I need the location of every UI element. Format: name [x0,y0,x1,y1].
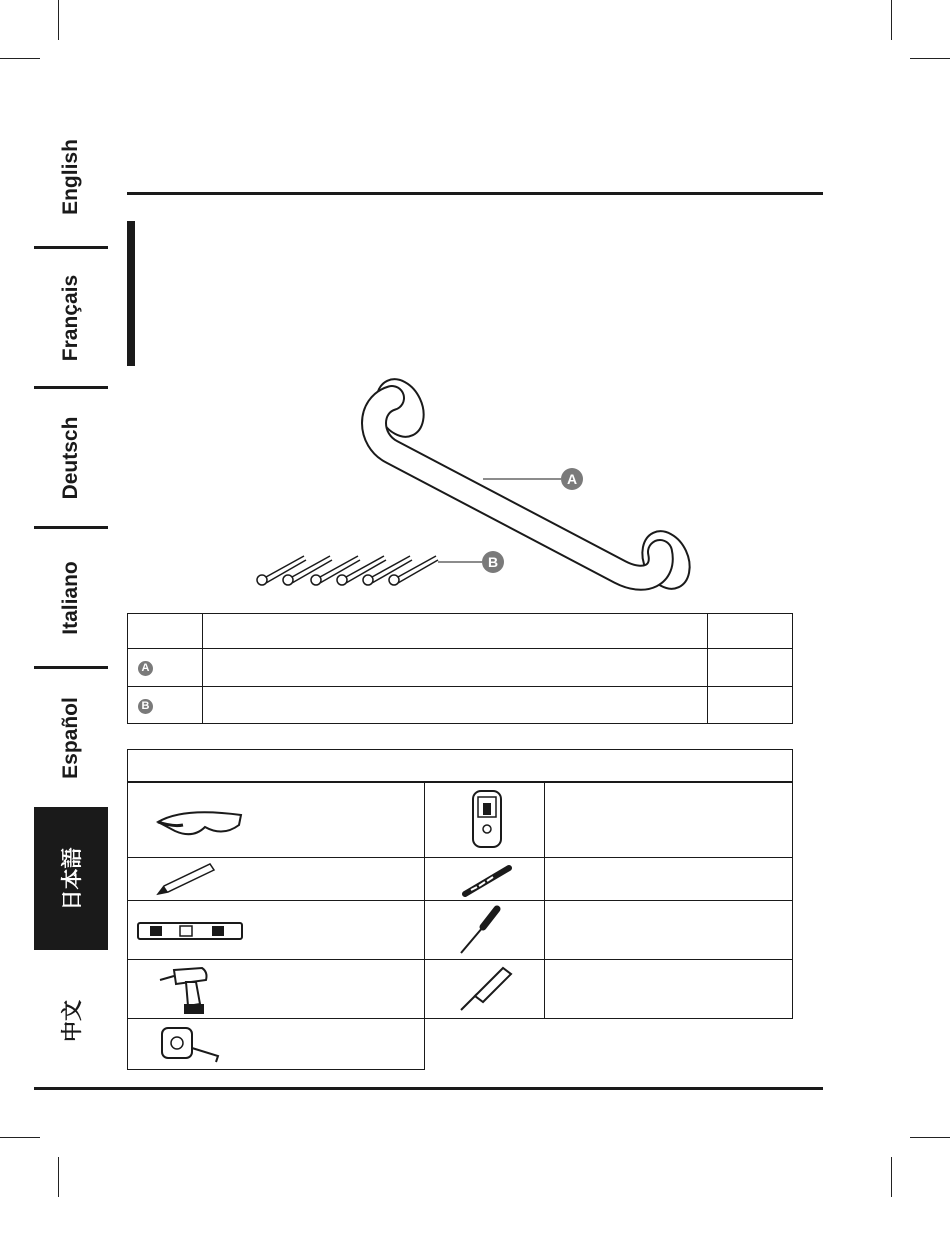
header-description [202,614,707,649]
part-badge: B [138,699,153,714]
tab-spanish[interactable] [34,669,108,807]
tab-label: 中文 [61,1000,84,1042]
tab-label: 日本語 [61,847,84,910]
callout-a: A [566,471,578,487]
tool-cell-label [544,900,793,960]
tool-cell-drill-bit [424,857,545,901]
tab-label: Español [59,697,82,779]
header-qty [708,614,793,649]
drill-bit-icon [459,860,519,900]
tool-cell-safety-glasses [127,782,425,858]
callout-b: B [487,554,499,570]
tool-cell-label [544,959,793,1019]
tab-japanese[interactable] [34,807,108,950]
crop-mark [891,1157,892,1197]
crop-mark [0,1137,40,1138]
spirit-level-icon [136,917,246,947]
caulk-tube-icon [455,962,515,1018]
screwdriver-icon [457,903,507,959]
screws [257,556,438,585]
parts-table [127,613,793,724]
part-qty [708,649,793,687]
tool-cell-screwdriver [424,900,545,960]
footer-rule [34,1087,823,1090]
tab-label: English [59,139,82,215]
safety-glasses-icon [153,797,253,847]
tool-cell-label [544,857,793,901]
power-drill-icon [156,962,236,1018]
tools-table [127,749,793,782]
grab-bar-diagram [0,0,950,620]
stud-finder-icon [467,787,507,853]
tool-cell-label [544,782,793,858]
tool-cell-stud-finder [424,782,545,858]
tools-table-title [127,749,793,782]
pencil-icon [152,860,222,900]
part-qty [708,687,793,724]
table-row [128,687,793,724]
tool-cell-tape-measure [127,1018,425,1070]
part-description [202,687,707,724]
tab-label: Italiano [59,560,82,635]
header-part [128,614,203,649]
tab-label: Français [59,274,82,361]
tool-cell-pencil [127,857,425,901]
crop-mark [910,1137,950,1138]
tab-label: Deutsch [59,416,82,499]
table-row [128,649,793,687]
tab-chinese[interactable] [34,952,108,1090]
part-description [202,649,707,687]
tool-cell-drill [127,959,425,1019]
tool-cell-level [127,900,425,960]
tape-measure-icon [158,1022,228,1068]
table-header-row [128,614,793,649]
crop-mark [58,1157,59,1197]
tool-cell-caulk [424,959,545,1019]
part-badge: A [138,661,153,676]
